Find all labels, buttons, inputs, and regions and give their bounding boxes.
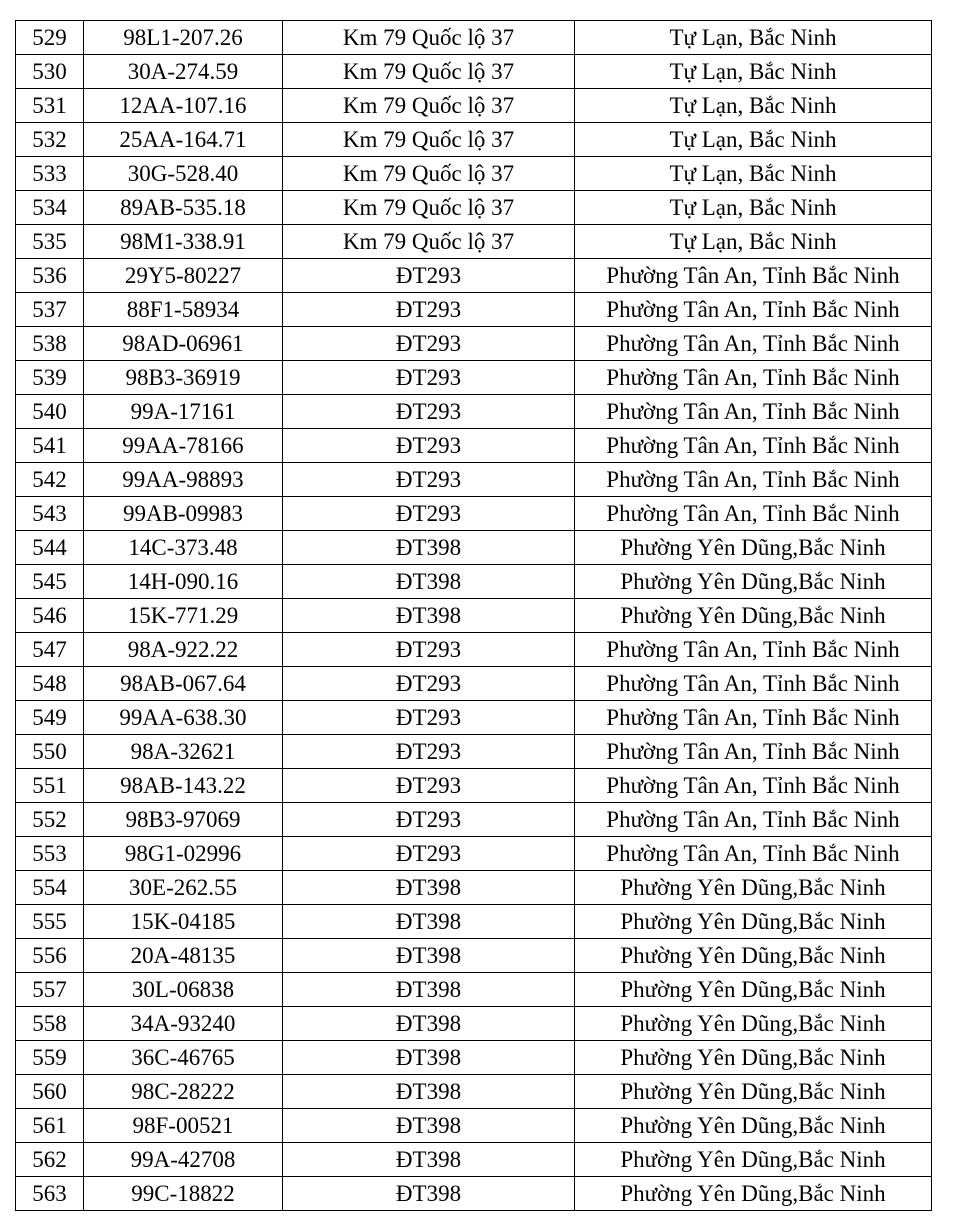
row-number-cell: 533 xyxy=(16,157,84,191)
place-cell: Phường Yên Dũng,Bắc Ninh xyxy=(575,939,932,973)
place-cell: Tự Lạn, Bắc Ninh xyxy=(575,157,932,191)
place-cell: Tự Lạn, Bắc Ninh xyxy=(575,89,932,123)
table-row xyxy=(16,1007,932,1041)
place-cell: Phường Tân An, Tỉnh Bắc Ninh xyxy=(575,259,932,293)
road-location-cell: ĐT398 xyxy=(283,1109,575,1143)
table-row xyxy=(16,939,932,973)
license-plate-cell: 98C-28222 xyxy=(84,1075,283,1109)
place-cell: Tự Lạn, Bắc Ninh xyxy=(575,123,932,157)
row-number-cell: 535 xyxy=(16,225,84,259)
place-cell: Phường Yên Dũng,Bắc Ninh xyxy=(575,531,932,565)
row-number-cell: 544 xyxy=(16,531,84,565)
table-row xyxy=(16,21,932,55)
road-location-cell: ĐT398 xyxy=(283,531,575,565)
road-location-cell: ĐT398 xyxy=(283,599,575,633)
row-number-cell: 563 xyxy=(16,1177,84,1211)
table-row xyxy=(16,123,932,157)
road-location-cell: ĐT293 xyxy=(283,735,575,769)
row-number-cell: 558 xyxy=(16,1007,84,1041)
license-plate-cell: 99AA-98893 xyxy=(84,463,283,497)
table-row xyxy=(16,1143,932,1177)
place-cell: Phường Yên Dũng,Bắc Ninh xyxy=(575,905,932,939)
road-location-cell: ĐT293 xyxy=(283,803,575,837)
row-number-cell: 532 xyxy=(16,123,84,157)
license-plate-cell: 98A-922.22 xyxy=(84,633,283,667)
row-number-cell: 540 xyxy=(16,395,84,429)
table-row xyxy=(16,905,932,939)
row-number-cell: 551 xyxy=(16,769,84,803)
place-cell: Phường Yên Dũng,Bắc Ninh xyxy=(575,565,932,599)
table-row xyxy=(16,293,932,327)
place-cell: Phường Yên Dũng,Bắc Ninh xyxy=(575,1007,932,1041)
table-row xyxy=(16,1177,932,1211)
license-plate-cell: 99AA-638.30 xyxy=(84,701,283,735)
row-number-cell: 537 xyxy=(16,293,84,327)
row-number-cell: 539 xyxy=(16,361,84,395)
license-plate-cell: 36C-46765 xyxy=(84,1041,283,1075)
row-number-cell: 546 xyxy=(16,599,84,633)
place-cell: Tự Lạn, Bắc Ninh xyxy=(575,191,932,225)
license-plate-cell: 98AD-06961 xyxy=(84,327,283,361)
road-location-cell: Km 79 Quốc lộ 37 xyxy=(283,123,575,157)
place-cell: Phường Tân An, Tỉnh Bắc Ninh xyxy=(575,395,932,429)
road-location-cell: ĐT293 xyxy=(283,667,575,701)
table-row xyxy=(16,803,932,837)
license-plate-cell: 99AB-09983 xyxy=(84,497,283,531)
license-plate-cell: 99A-42708 xyxy=(84,1143,283,1177)
road-location-cell: ĐT398 xyxy=(283,871,575,905)
row-number-cell: 559 xyxy=(16,1041,84,1075)
place-cell: Phường Yên Dũng,Bắc Ninh xyxy=(575,871,932,905)
place-cell: Phường Tân An, Tỉnh Bắc Ninh xyxy=(575,735,932,769)
road-location-cell: ĐT293 xyxy=(283,361,575,395)
license-plate-cell: 98A-32621 xyxy=(84,735,283,769)
row-number-cell: 545 xyxy=(16,565,84,599)
place-cell: Phường Yên Dũng,Bắc Ninh xyxy=(575,1075,932,1109)
row-number-cell: 553 xyxy=(16,837,84,871)
table-row xyxy=(16,1109,932,1143)
road-location-cell: ĐT293 xyxy=(283,429,575,463)
road-location-cell: ĐT293 xyxy=(283,293,575,327)
license-plate-cell: 98B3-36919 xyxy=(84,361,283,395)
row-number-cell: 556 xyxy=(16,939,84,973)
road-location-cell: ĐT293 xyxy=(283,497,575,531)
road-location-cell: Km 79 Quốc lộ 37 xyxy=(283,191,575,225)
place-cell: Phường Yên Dũng,Bắc Ninh xyxy=(575,599,932,633)
license-plate-cell: 20A-48135 xyxy=(84,939,283,973)
road-location-cell: Km 79 Quốc lộ 37 xyxy=(283,225,575,259)
place-cell: Phường Tân An, Tỉnh Bắc Ninh xyxy=(575,667,932,701)
place-cell: Tự Lạn, Bắc Ninh xyxy=(575,55,932,89)
license-plate-cell: 29Y5-80227 xyxy=(84,259,283,293)
license-plate-cell: 30G-528.40 xyxy=(84,157,283,191)
place-cell: Phường Tân An, Tỉnh Bắc Ninh xyxy=(575,293,932,327)
license-plate-cell: 15K-771.29 xyxy=(84,599,283,633)
table-row xyxy=(16,599,932,633)
row-number-cell: 561 xyxy=(16,1109,84,1143)
table-row xyxy=(16,871,932,905)
table-row xyxy=(16,735,932,769)
road-location-cell: ĐT398 xyxy=(283,1007,575,1041)
license-plate-cell: 14C-373.48 xyxy=(84,531,283,565)
license-plate-cell: 30A-274.59 xyxy=(84,55,283,89)
table-row xyxy=(16,395,932,429)
table-row xyxy=(16,361,932,395)
license-plate-cell: 99A-17161 xyxy=(84,395,283,429)
license-plate-cell: 98B3-97069 xyxy=(84,803,283,837)
row-number-cell: 541 xyxy=(16,429,84,463)
license-plate-cell: 89AB-535.18 xyxy=(84,191,283,225)
table-row xyxy=(16,89,932,123)
table-row xyxy=(16,1075,932,1109)
row-number-cell: 542 xyxy=(16,463,84,497)
road-location-cell: ĐT398 xyxy=(283,1041,575,1075)
place-cell: Phường Tân An, Tỉnh Bắc Ninh xyxy=(575,497,932,531)
license-plate-cell: 12AA-107.16 xyxy=(84,89,283,123)
row-number-cell: 536 xyxy=(16,259,84,293)
row-number-cell: 547 xyxy=(16,633,84,667)
table-row xyxy=(16,259,932,293)
road-location-cell: ĐT293 xyxy=(283,259,575,293)
table-row xyxy=(16,565,932,599)
place-cell: Phường Tân An, Tỉnh Bắc Ninh xyxy=(575,463,932,497)
violations-table xyxy=(15,20,932,1211)
table-row xyxy=(16,55,932,89)
table-row xyxy=(16,463,932,497)
row-number-cell: 549 xyxy=(16,701,84,735)
place-cell: Phường Yên Dũng,Bắc Ninh xyxy=(575,973,932,1007)
table-row xyxy=(16,225,932,259)
place-cell: Phường Tân An, Tỉnh Bắc Ninh xyxy=(575,327,932,361)
license-plate-cell: 15K-04185 xyxy=(84,905,283,939)
table-row xyxy=(16,191,932,225)
road-location-cell: ĐT293 xyxy=(283,633,575,667)
license-plate-cell: 98AB-143.22 xyxy=(84,769,283,803)
table-row xyxy=(16,327,932,361)
row-number-cell: 554 xyxy=(16,871,84,905)
place-cell: Tự Lạn, Bắc Ninh xyxy=(575,225,932,259)
row-number-cell: 548 xyxy=(16,667,84,701)
road-location-cell: ĐT293 xyxy=(283,769,575,803)
license-plate-cell: 88F1-58934 xyxy=(84,293,283,327)
table-body xyxy=(16,21,932,1211)
place-cell: Phường Yên Dũng,Bắc Ninh xyxy=(575,1109,932,1143)
license-plate-cell: 14H-090.16 xyxy=(84,565,283,599)
road-location-cell: Km 79 Quốc lộ 37 xyxy=(283,89,575,123)
row-number-cell: 562 xyxy=(16,1143,84,1177)
place-cell: Phường Tân An, Tỉnh Bắc Ninh xyxy=(575,837,932,871)
license-plate-cell: 98AB-067.64 xyxy=(84,667,283,701)
road-location-cell: ĐT398 xyxy=(283,565,575,599)
place-cell: Phường Tân An, Tỉnh Bắc Ninh xyxy=(575,633,932,667)
road-location-cell: Km 79 Quốc lộ 37 xyxy=(283,55,575,89)
place-cell: Phường Tân An, Tỉnh Bắc Ninh xyxy=(575,803,932,837)
license-plate-cell: 98G1-02996 xyxy=(84,837,283,871)
license-plate-cell: 98L1-207.26 xyxy=(84,21,283,55)
place-cell: Phường Tân An, Tỉnh Bắc Ninh xyxy=(575,701,932,735)
table-row xyxy=(16,837,932,871)
road-location-cell: ĐT293 xyxy=(283,395,575,429)
row-number-cell: 550 xyxy=(16,735,84,769)
license-plate-cell: 25AA-164.71 xyxy=(84,123,283,157)
road-location-cell: ĐT398 xyxy=(283,905,575,939)
table-row xyxy=(16,1041,932,1075)
road-location-cell: ĐT293 xyxy=(283,701,575,735)
row-number-cell: 543 xyxy=(16,497,84,531)
row-number-cell: 555 xyxy=(16,905,84,939)
row-number-cell: 529 xyxy=(16,21,84,55)
license-plate-cell: 99AA-78166 xyxy=(84,429,283,463)
license-plate-cell: 99C-18822 xyxy=(84,1177,283,1211)
row-number-cell: 560 xyxy=(16,1075,84,1109)
table-row xyxy=(16,497,932,531)
table-row xyxy=(16,973,932,1007)
road-location-cell: ĐT398 xyxy=(283,939,575,973)
place-cell: Phường Tân An, Tỉnh Bắc Ninh xyxy=(575,769,932,803)
road-location-cell: Km 79 Quốc lộ 37 xyxy=(283,21,575,55)
place-cell: Phường Yên Dũng,Bắc Ninh xyxy=(575,1143,932,1177)
row-number-cell: 531 xyxy=(16,89,84,123)
table-row xyxy=(16,667,932,701)
place-cell: Phường Tân An, Tỉnh Bắc Ninh xyxy=(575,361,932,395)
place-cell: Tự Lạn, Bắc Ninh xyxy=(575,21,932,55)
license-plate-cell: 98F-00521 xyxy=(84,1109,283,1143)
row-number-cell: 534 xyxy=(16,191,84,225)
license-plate-cell: 34A-93240 xyxy=(84,1007,283,1041)
license-plate-cell: 30E-262.55 xyxy=(84,871,283,905)
road-location-cell: ĐT293 xyxy=(283,327,575,361)
road-location-cell: ĐT293 xyxy=(283,837,575,871)
table-row xyxy=(16,633,932,667)
road-location-cell: ĐT398 xyxy=(283,1143,575,1177)
place-cell: Phường Tân An, Tỉnh Bắc Ninh xyxy=(575,429,932,463)
place-cell: Phường Yên Dũng,Bắc Ninh xyxy=(575,1177,932,1211)
place-cell: Phường Yên Dũng,Bắc Ninh xyxy=(575,1041,932,1075)
license-plate-cell: 30L-06838 xyxy=(84,973,283,1007)
row-number-cell: 557 xyxy=(16,973,84,1007)
row-number-cell: 530 xyxy=(16,55,84,89)
row-number-cell: 552 xyxy=(16,803,84,837)
table-row xyxy=(16,769,932,803)
road-location-cell: ĐT398 xyxy=(283,1177,575,1211)
table-row xyxy=(16,531,932,565)
road-location-cell: ĐT293 xyxy=(283,463,575,497)
road-location-cell: ĐT398 xyxy=(283,973,575,1007)
table-row xyxy=(16,157,932,191)
table-row xyxy=(16,429,932,463)
row-number-cell: 538 xyxy=(16,327,84,361)
table-row xyxy=(16,701,932,735)
road-location-cell: ĐT398 xyxy=(283,1075,575,1109)
license-plate-cell: 98M1-338.91 xyxy=(84,225,283,259)
road-location-cell: Km 79 Quốc lộ 37 xyxy=(283,157,575,191)
